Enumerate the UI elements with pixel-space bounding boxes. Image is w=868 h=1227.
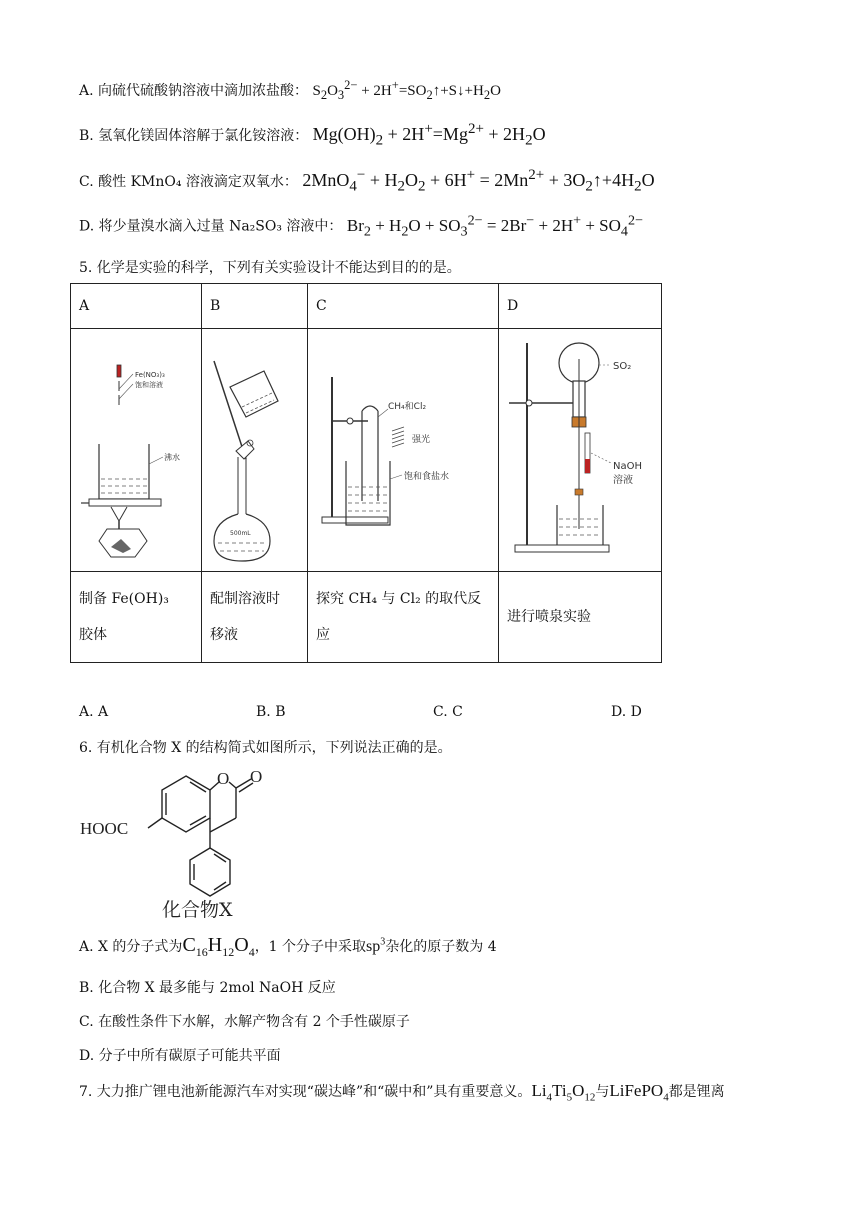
q4-option-b: B. 氢氧化镁固体溶解于氯化铵溶液： $Mg(OH)_2 + 2H^+=Mg^{2+} + 2H_2O$ <box>79 121 546 149</box>
caption-b: 配制溶液时 移液 <box>202 572 308 663</box>
q6-option-c: C. 在酸性条件下水解，水解产物含有 2 个手性碳原子 <box>79 1014 410 1030</box>
q7-formula-2: LiFePO$_4$ <box>609 1081 669 1104</box>
c-light-label: 强光 <box>412 435 431 445</box>
apparatus-b-diagram <box>202 329 306 567</box>
q6-a-sp3: $sp^3$ <box>366 936 386 955</box>
c-water-label: 饱和食盐水 <box>404 472 450 482</box>
apparatus-c-diagram <box>308 329 498 567</box>
header-a: A <box>71 284 202 329</box>
header-c: C <box>308 284 499 329</box>
a-reagent-label-2: 饱和溶液 <box>135 381 163 389</box>
q4-d-equation: $Br_2 + H_2O + SO_3^{2-} = 2Br^- + 2H^+ + SO_4^{2-}$ <box>346 212 644 240</box>
q4-c-equation: $2MnO_4^- + H_2O_2 + 6H^+ = 2Mn^{2+}$ + $3O_2↑+4H_2O$ <box>302 167 655 195</box>
c-gas-label: CH₄和Cl₂ <box>388 402 427 412</box>
compound-name-label: 化合物X <box>162 899 233 921</box>
q6-option-b: B. 化合物 X 最多能与 2mol NaOH 反应 <box>79 980 336 996</box>
q6-a-formula: $C_{16}H_{12}O_4$ <box>182 934 255 959</box>
caption-d: 进行喷泉实验 <box>499 572 662 663</box>
q4-b-equation: $Mg(OH)_2 + 2H^+=Mg^{2+} + 2H_2O$ <box>312 121 546 149</box>
q4-option-c: C. 酸性 KMnO₄ 溶液滴定双氧水： $2MnO_4^- + H_2O_2 + 6H^+ = 2Mn^{2+}$ + $3O_2↑+4H_2O$ <box>79 167 655 195</box>
figure-c-cell <box>308 329 499 572</box>
q6-stem: 6. 有机化合物 X 的结构简式如图所示，下列说法正确的是。 <box>79 740 452 756</box>
d-naoh-label: NaOH <box>613 461 642 472</box>
compound-x-structure <box>78 762 298 922</box>
q4-option-d: D. 将少量溴水滴入过量 Na₂SO₃ 溶液中： $Br_2 + H_2O + SO_3^{2-} = 2Br^- + 2H^+ + SO_4^{2-}$ <box>79 212 644 240</box>
a-water-label: 沸水 <box>164 453 180 462</box>
figure-b-cell <box>202 329 308 572</box>
keto-oxygen-label: O <box>250 767 263 786</box>
figure-a-cell <box>71 329 202 572</box>
d-gas-label: SO₂ <box>613 361 632 372</box>
figure-d-cell <box>499 329 662 572</box>
header-d: D <box>499 284 662 329</box>
q5-option-c: C. C <box>433 704 463 720</box>
q6-option-a: A. X 的分子式为$C_{16}H_{12}O_4$，1 个分子中采取$sp^3$杂化的原子数为 4 <box>79 934 497 959</box>
cooh-label: HOOC <box>80 819 129 838</box>
q5-experiment-table <box>70 283 662 663</box>
q5-option-a: A. A <box>79 704 109 720</box>
q4-a-equation: $S_2O_3^{2-}$ + $2H^+=SO_2↑+S↓+H_2O$ <box>312 78 501 102</box>
q5-option-d: D. D <box>611 704 642 720</box>
b-flask-label: 500mL <box>230 530 251 537</box>
q5-option-b: B. B <box>256 704 286 720</box>
ring-oxygen-label: O <box>217 769 230 788</box>
header-b: B <box>202 284 308 329</box>
a-reagent-label: Fe(NO₃)₃ <box>135 371 165 379</box>
q7-formula-1: $Li_4Ti_5O_{12}$ <box>531 1081 596 1104</box>
apparatus-d-diagram <box>499 329 661 567</box>
q4-option-a: A. 向硫代硫酸钠溶液中滴加浓盐酸： $S_2O_3^{2-}$ + $2H^+=SO_2↑+S↓+H_2O$ <box>79 78 501 102</box>
q5-stem: 5. 化学是实验的科学，下列有关实验设计不能达到目的的是。 <box>79 260 461 276</box>
q7-stem: 7. 大力推广锂电池新能源汽车对实现“碳达峰”和“碳中和”具有重要意义。$Li_4Ti_5O_{12}$与LiFePO$_4$都是锂离 <box>79 1081 725 1104</box>
q6-option-d: D. 分子中所有碳原子可能共平面 <box>79 1048 281 1064</box>
caption-a: 制备 Fe(OH)₃ 胶体 <box>71 572 202 663</box>
apparatus-a-diagram <box>71 329 201 567</box>
d-solution-label: 溶液 <box>613 475 633 486</box>
caption-c: 探究 CH₄ 与 Cl₂ 的取代反 应 <box>308 572 499 663</box>
